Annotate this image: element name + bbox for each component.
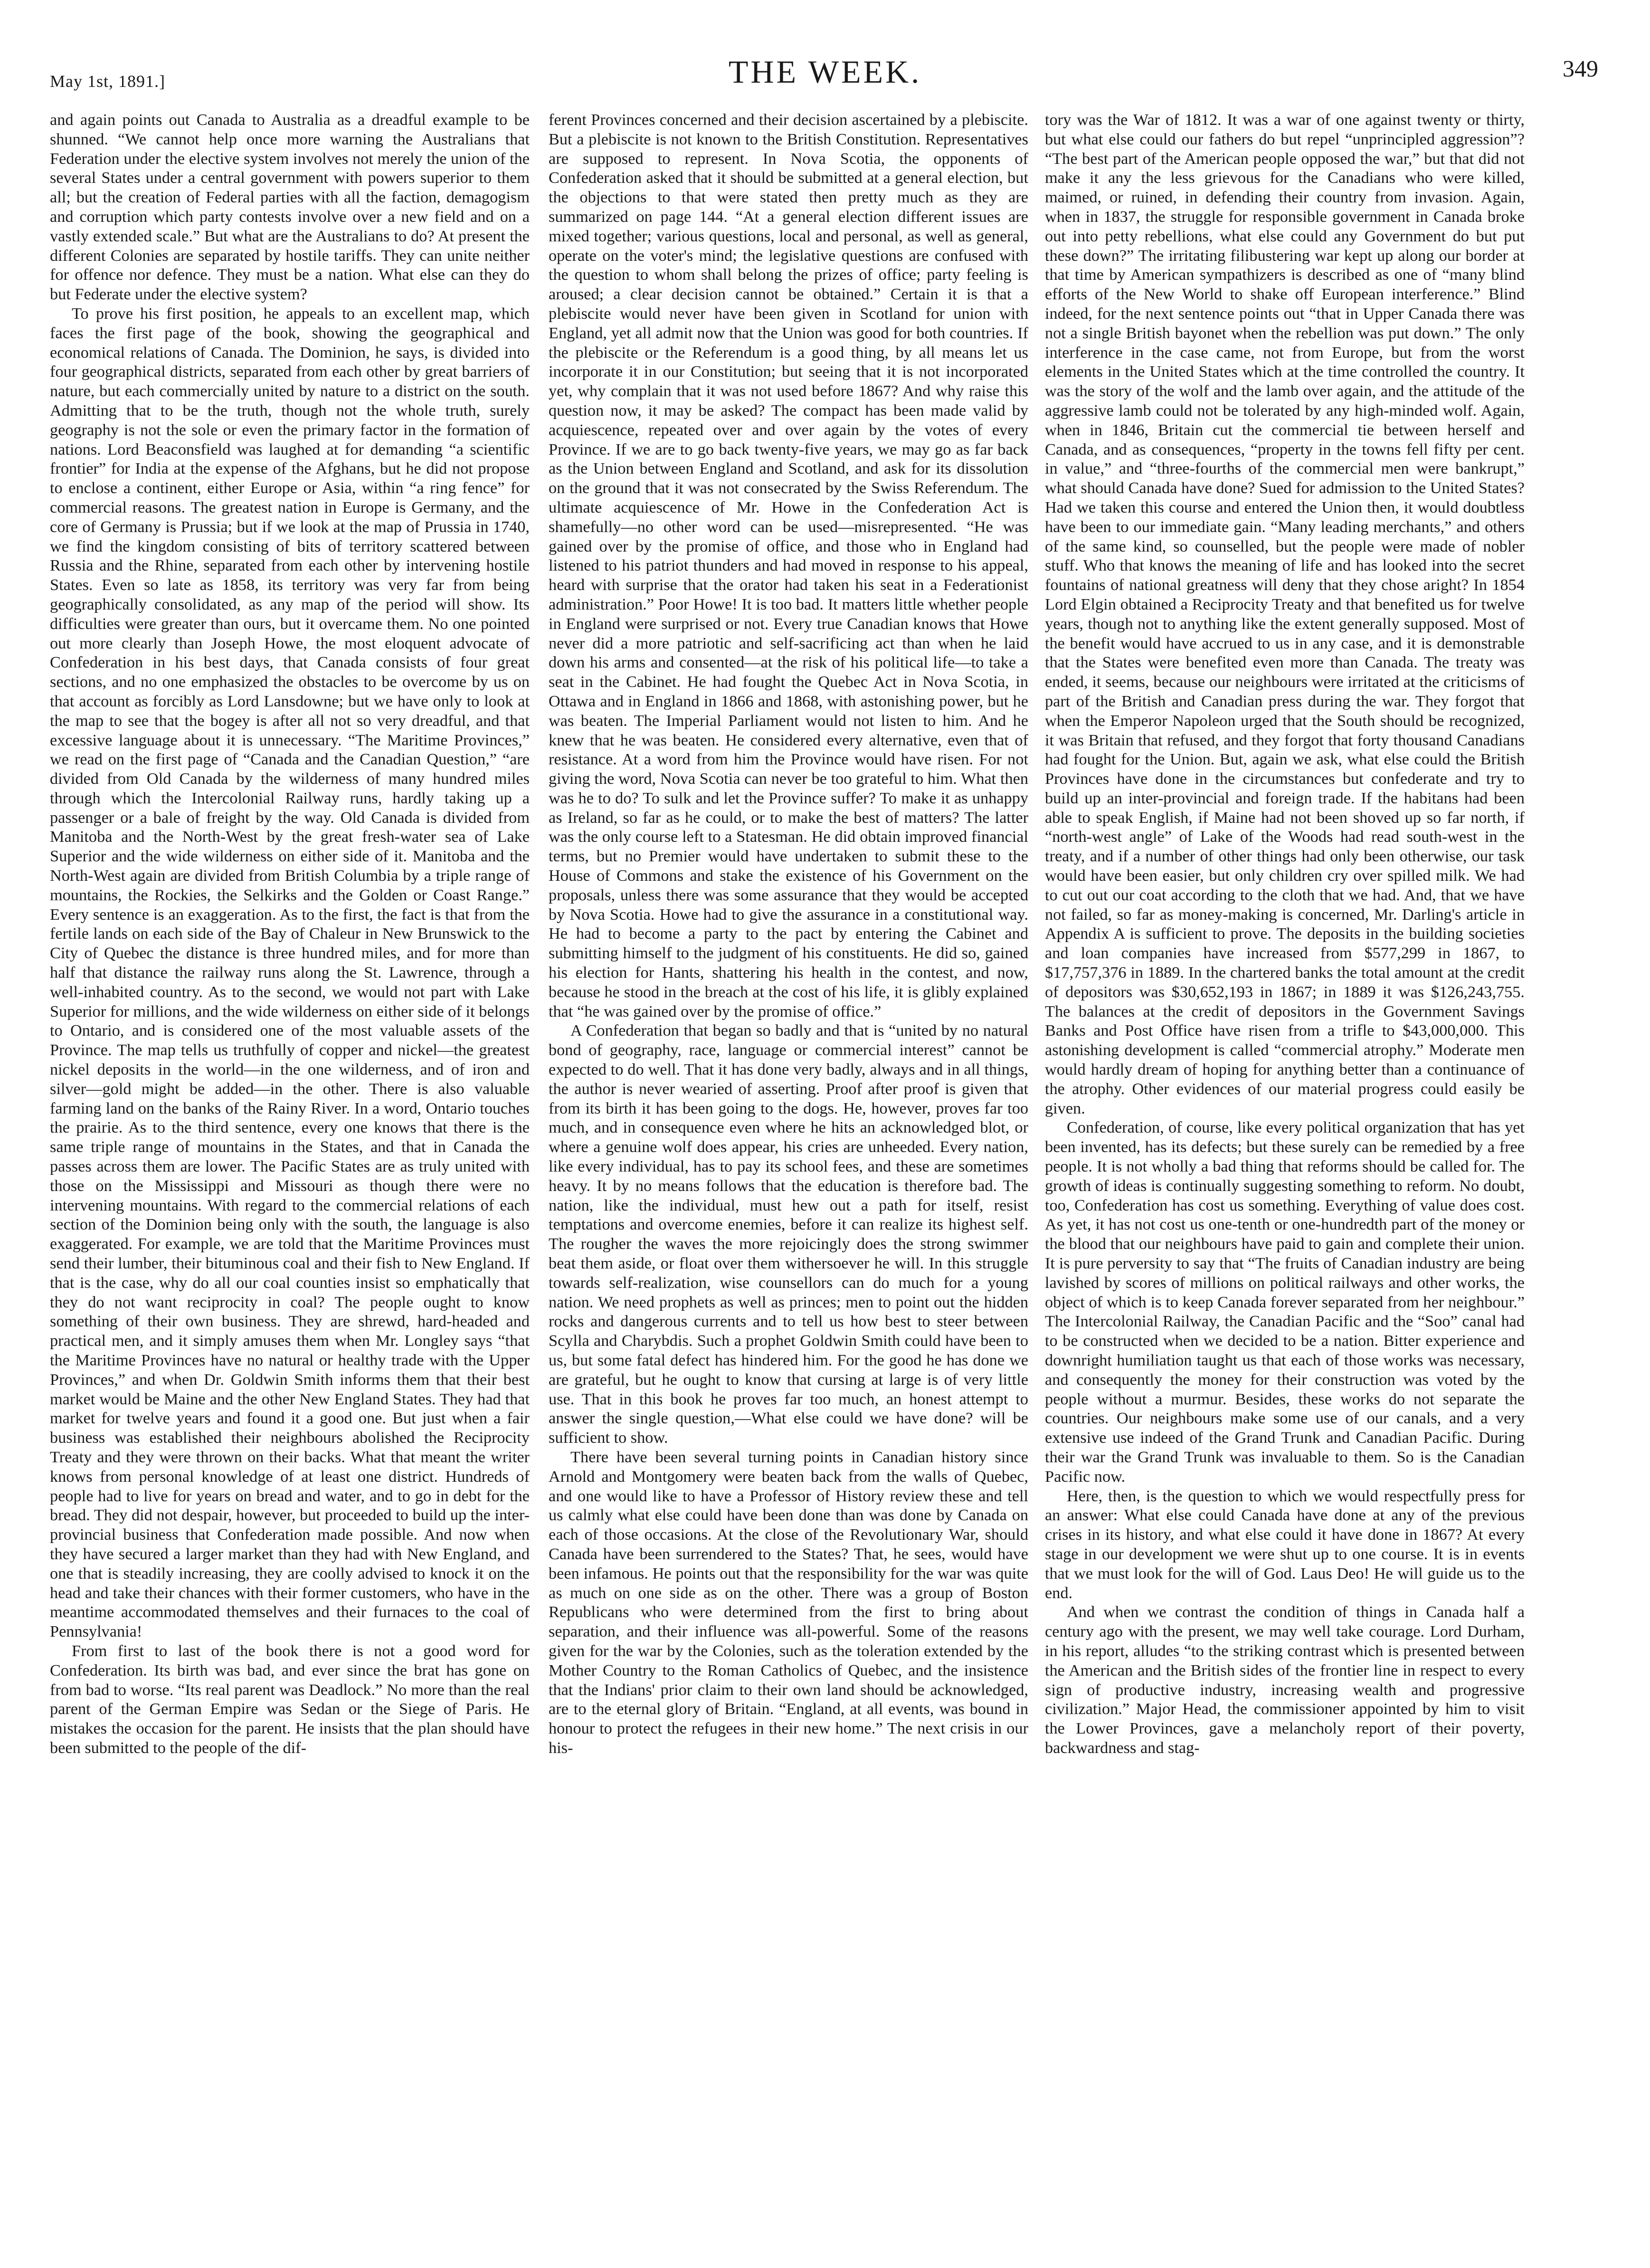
text-column-3 <box>1045 110 1525 2239</box>
paragraph: And when we contrast the condition of things in Canada half a century ago with the present, we may well take courage. Lord Durham, in his report, alludes “to the striking contrast which is presented between the American and the British sides of the frontier line in respect to every sign of productive industry, increasing wealth and progressive civilization.” Major Head, the commissioner appointed by him to visit the Lower Provinces, gave a melancholy report of their poverty, backwardness and stag- <box>1045 1603 1525 1757</box>
publication-title: THE WEEK. <box>728 54 922 90</box>
paragraph: A Confederation that began so badly and that is “united by no natural bond of geography, race, language or commercial interest” cannot be expected to do well. That it has done very badly, always and in all things, the author is never wearied of asserting. Proof after proof is given that from its birth it has been going to the dogs. He, however, proves far too much, and in consequence even where he hits an acknowledged blot, or where a genuine wolf does appear, his cries are unheeded. Every nation, like every individual, has to pay its school fees, and these are sometimes heavy. It by no means follows that the education is therefore bad. The nation, like the individual, must hew out a path for itself, resist temptations and overcome enemies, before it can realize its highest self. The rougher the waves the more rejoicingly does the strong swimmer beat them aside, or float over them withersoever he will. In this struggle towards self-realization, wise counsellors can do much for a young nation. We need prophets as well as princes; men to point out the hidden rocks and dangerous currents and to tell us how best to steer between Scylla and Charybdis. Such a prophet Goldwin Smith could have been to us, but some fatal defect has hindered him. For the good he has done we are grateful, but he ought to know that cursing at large is of very little use. That in this book he proves far too much, an honest attempt to answer the single question,—What else could we have done? will be sufficient to show. <box>549 1021 1028 1447</box>
paragraph: and again points out Canada to Australia as a dreadful example to be shunned. “We cannot help once more warning the Australians that Federation under the elective system involves not merely the union of the several States under a central government with powers superior to them all; but the creation of Federal parties with all the faction, demagogism and corruption which party contests involve over a new field and on a vastly extended scale.” But what are the Australians to do? At present the different Colonies are separated by hostile tariffs. They can unite neither for offence nor defence. They must be a nation. What else can they do but Federate under the elective system? <box>50 111 530 304</box>
paragraph: There have been several turning points in Canadian history since Arnold and Montgomery were beaten back from the walls of Quebec, and one would like to have a Professor of History review these and tell us calmly what else could have been done than was done by Canada on each of those occasions. At the close of the Revolutionary War, should Canada have been surrendered to the States? That, he sees, would have been infamous. He points out that the responsibility for the war was quite as much on one side as on the other. There was a group of Boston Republicans who were determined from the first to bring about separation, and their influence was all-powerful. Some of the reasons given for the war by the Colonies, such as the toleration extended by the Mother Country to the Roman Catholics of Quebec, and the insistence that the Indians' prior claim to their own land should be acknowledged, are to the eternal glory of Britain. “England, at all events, was bound in honour to protect the refugees in their new home.” The next crisis in our his- <box>549 1448 1028 1757</box>
paragraph: Here, then, is the question to which we would respectfully press for an answer: What else could Canada have done at any of the previous crises in its history, and what else could it have done in 1867? At every stage in our development we were shut up to one course. It is in events that we must look for the will of God. Laus Deo! He will guide us to the end. <box>1045 1487 1525 1602</box>
issue-date: May 1st, 1891.] <box>50 72 165 91</box>
paragraph: ferent Provinces concerned and their decision ascertained by a plebiscite. But a plebiscite is not known to the British Constitution. Representatives are supposed to represent. In Nova Scotia, the opponents of Confederation asked that it should be submitted at a general election, but the objections to that were stated then pretty much as they are summarized on page 144. “At a general election different issues are mixed together; various questions, local and personal, as well as general, operate on the voter's mind; the legislative questions are confused with the question to whom shall belong the prizes of office; party feeling is aroused; a clear decision cannot be obtained.” Certain it is that a plebiscite would never have been given in Scotland for union with England, yet all admit now that the Union was good for both countries. If the plebiscite or the Referendum is a good thing, by all means let us incorporate it in our Constitution; but seeing that it is not incorporated yet, why complain that it was not used before 1867? And why raise this question now, it may be asked? The compact has been made valid by acquiescence, repeated over and over again by the votes of every Province. If we are to go back twenty-five years, we may go as far back as the Union between England and Scotland, and ask for its dissolution on the ground that it was not consecrated by the Swiss Referendum. The ultimate acquiescence of Mr. Howe in the Confederation Act is shamefully—no other word can be used—misrepresented. “He was gained over by the promise of office, and those who in England had listened to his patriot thunders and had moved in response to his appeal, heard with surprise that the orator had taken his seat in a Federationist administration.” Poor Howe! It is too bad. It matters little whether people in England were surprised or not. Every true Canadian knows that Howe never did a more patriotic and self-sacrificing act than when he laid down his arms and consented—at the risk of his political life—to take a seat in the Cabinet. He had fought the Quebec Act in Nova Scotia, in Ottawa and in England in 1866 and 1868, with astonishing power, but he was beaten. The Imperial Parliament would not listen to him. And he knew that he was beaten. He considered every alternative, even that of resistance. At a word from him the Province would have risen. For not giving the word, Nova Scotia can never be too grateful to him. What then was he to do? To sulk and let the Province suffer? To make it as unhappy as Ireland, so far as he could, or to make the best of matters? The latter was the only course left to a Statesman. He did obtain improved financial terms, but no Premier would have undertaken to submit these to the House of Commons and stake the existence of his Government on the proposals, unless there was some assurance that they would be accepted by Nova Scotia. Howe had to give the assurance in a constitutional way. He had to become a party to the pact by entering the Cabinet and submitting himself to the judgment of his constituents. He did so, gained his election for Hants, shattering his health in the contest, and now, because he stood in the breach at the cost of his life, it is glibly explained that “he was gained over by the promise of office.” <box>549 111 1028 1020</box>
paragraph: To prove his first position, he appeals to an excellent map, which faces the first page of the book, showing the geographical and economical relations of Canada. The Dominion, he says, is divided into four geographical districts, separated from each other by great barriers of nature, but each commercially united by nature to a district on the south. Admitting that to be the truth, though not the whole truth, surely geography is not the sole or even the primary factor in the formation of nations. Lord Beaconsfield was laughed at for demanding “a scientific frontier” for India at the expense of the Afghans, but he did not propose to enclose a continent, either Europe or Asia, within “a ring fence” for commercial reasons. The greatest nation in Europe is Germany, and the core of Germany is Prussia; but if we look at the map of Prussia in 1740, we find the kingdom consisting of bits of territory scattered between Russia and the Rhine, separated from each other by intervening hostile States. Even so late as 1858, its territory was very far from being geographically consolidated, as any map of the period will show. Its difficulties were greater than ours, but it overcame them. No one pointed out more clearly than Joseph Howe, the most eloquent advocate of Confederation in his best days, that Canada consists of four great sections, and no one emphasized the obstacles to be overcome by us on that account as forcibly as Lord Lansdowne; but we have only to look at the map to see that the bogey is after all not so very dreadful, and that excessive language about it is unnecessary. “The Maritime Provinces,” we read on the first page of “Canada and the Canadian Question,” “are divided from Old Canada by the wilderness of many hundred miles through which the Intercolonial Railway runs, hardly taking up a passenger or a bale of freight by the way. Old Canada is divided from Manitoba and the North-West by the great fresh-water sea of Lake Superior and the wide wilderness on either side of it. Manitoba and the North-West again are divided from British Columbia by a triple range of mountains, the Rockies, the Selkirks and the Golden or Coast Range.” Every sentence is an exaggeration. As to the first, the fact is that from the fertile lands on each side of the Bay of Chaleur in New Brunswick to the City of Quebec the distance is three hundred miles, and for more than half that distance the railway runs along the St. Lawrence, through a well-inhabited country. As to the second, we would not part with Lake Superior for millions, and the wide wilderness on either side of it belongs to Ontario, and is considered one of the most valuable assets of the Province. The map tells us truthfully of copper and nickel—the greatest nickel deposits in the world—in the one wilderness, and of iron and silver—gold might be added—in the other. There is also valuable farming land on the banks of the Rainy River. In a word, Ontario touches the prairie. As to the third sentence, every one knows that there is the same triple range of mountains in the States, and that in Canada the passes across them are lower. The Pacific States are as truly united with those on the Mississippi and Missouri as though there were no intervening mountains. With regard to the commercial relations of each section of the Dominion being only with the south, the language is also exaggerated. For example, we are told that the Maritime Provinces must send their lumber, their bituminous coal and their fish to New England. If that is the case, why do all our coal counties insist so emphatically that they do not want reciprocity in coal? The people ought to know something of their own business. They are shrewd, hard-headed and practical men, and it simply amuses them when Mr. Longley says “that the Maritime Provinces have no natural or healthy trade with the Upper Provinces,” and when Dr. Goldwin Smith informs them that their best market would be Maine and the other New England States. They had that market for twelve years and found it a good one. But just when a fair business was established their neighbours abolished the Reciprocity Treaty and they were thrown on their backs. What that meant the writer knows from personal knowledge of at least one district. Hundreds of people had to live for years on bread and water, and to go in debt for the bread. They did not despair, however, but proceeded to build up the inter-provincial business that Confederation made possible. And now when they have secured a larger market than they had with New England, and one that is steadily increasing, they are coolly advised to knock it on the head and take their chances with their former customers, who have in the meantime accommodated themselves and their furnaces to the coal of Pennsylvania! <box>50 304 530 1641</box>
text-column-1 <box>50 110 530 2239</box>
paragraph: tory was the War of 1812. It was a war of one against twenty or thirty, but what else could our fathers do but repel “unprincipled aggression”? “The best part of the American people opposed the war,” but that did not make it any the less grievous for the Canadians who were killed, maimed, or ruined, in defending their country from invasion. Again, when in 1837, the struggle for responsible government in Canada broke out into petty rebellions, what else could any Government do but put these down?” The irritating filibustering war kept up along our border at that time by American sympathizers is described as one of “many blind efforts of the New World to shake off European interference.” Blind indeed, for the next sentence points out “that in Upper Canada there was not a single British bayonet when the rebellion was put down.” The only interference in the case came, not from Europe, but from the worst elements in the United States which at the time controlled the country. It was the story of the wolf and the lamb over again, and the attitude of the aggressive lamb could not be tolerated by any high-minded wolf. Again, when in 1846, Britain cut the commercial tie between herself and Canada, and as consequences, “property in the towns fell fifty per cent. in value,” and “three-fourths of the commercial men were bankrupt,” what should Canada have done? Sued for admission to the United States? Had we taken this course and entered the Union then, it would doubtless have been to our immediate gain. “Many leading merchants,” and others of the same kind, so counselled, but the people were made of nobler stuff. Who that knows the meaning of life and has looked into the secret fountains of national greatness will deny that they chose aright? In 1854 Lord Elgin obtained a Reciprocity Treaty and that benefited us for twelve years, though not to anything like the extent generally supposed. Most of the benefit would have accrued to us in any case, and it is demonstrable that the States were benefited even more than Canada. The treaty was ended, it seems, because our neighbours were irritated at the criticisms of part of the British and Canadian press during the war. They forgot that when the Emperor Napoleon urged that the South should be recognized, it was Britain that refused, and they forgot that forty thousand Canadians had fought for the Union. But, again we ask, what else could the British Provinces have done in the circumstances but confederate and try to build up an inter-provincial and foreign trade. If the habitans had been able to speak English, if Maine had not been shoved up so far north, if “north-west angle” of Lake of the Woods had read south-west in the treaty, and if a number of other things had only been otherwise, our task would have been easier, but only children cry over spilled milk. We had to cut out our coat according to the cloth that we had. And, that we have not failed, so far as money-making is concerned, Mr. Darling's article in Appendix A is sufficient to prove. The deposits in the building societies and loan companies have increased from $577,299 in 1867, to $17,757,376 in 1889. In the chartered banks the total amount at the credit of depositors was $30,652,193 in 1867; in 1889 it was $126,243,755. The balances at the credit of depositors in the Government Savings Banks and Post Office have risen from a trifle to $43,000,000. This astonishing development is called “commercial atrophy.” Moderate men would hardly dream of hoping for anything better than a continuance of the atrophy. Other evidences of our material progress could easily be given. <box>1045 111 1525 1117</box>
paragraph: Confederation, of course, like every political organization that has yet been invented, has its defects; but these surely can be remedied by a free people. It is not wholly a bad thing that reforms should be called for. The growth of ideas is continually suggesting something to reform. No doubt, too, Confederation has cost us something. Everything of value does cost. As yet, it has not cost us one-tenth or one-hundredth part of the money or the blood that our neighbours have paid to gain and complete their union. It is pure perversity to say that “The fruits of Canadian industry are being lavished by scores of millions on political railways and other works, the object of which is to keep Canada forever separated from her neighbour.” The Intercolonial Railway, the Canadian Pacific and the “Soo” canal had to be constructed when we decided to be a nation. Bitter experience and downright humiliation taught us that each of those works was necessary, and consequently the money for their construction was voted by the people without a murmur. Besides, these works do not separate the countries. Our neighbours make some use of our canals, and a very extensive use indeed of the Grand Trunk and Canadian Pacific. During their war the Grand Trunk was invaluable to them. So is the Canadian Pacific now. <box>1045 1118 1525 1486</box>
page-number: 349 <box>1563 55 1598 82</box>
paragraph: From first to last of the book there is not a good word for Confederation. Its birth was bad, and ever since the brat has gone on from bad to worse. “Its real parent was Deadlock.” No more than the real parent of the German Empire was Sedan or the Siege of Paris. He mistakes the occasion for the parent. He insists that the plan should have been submitted to the people of the dif- <box>50 1641 530 1757</box>
text-column-2 <box>549 110 1028 2239</box>
page-header <box>0 0 1650 102</box>
